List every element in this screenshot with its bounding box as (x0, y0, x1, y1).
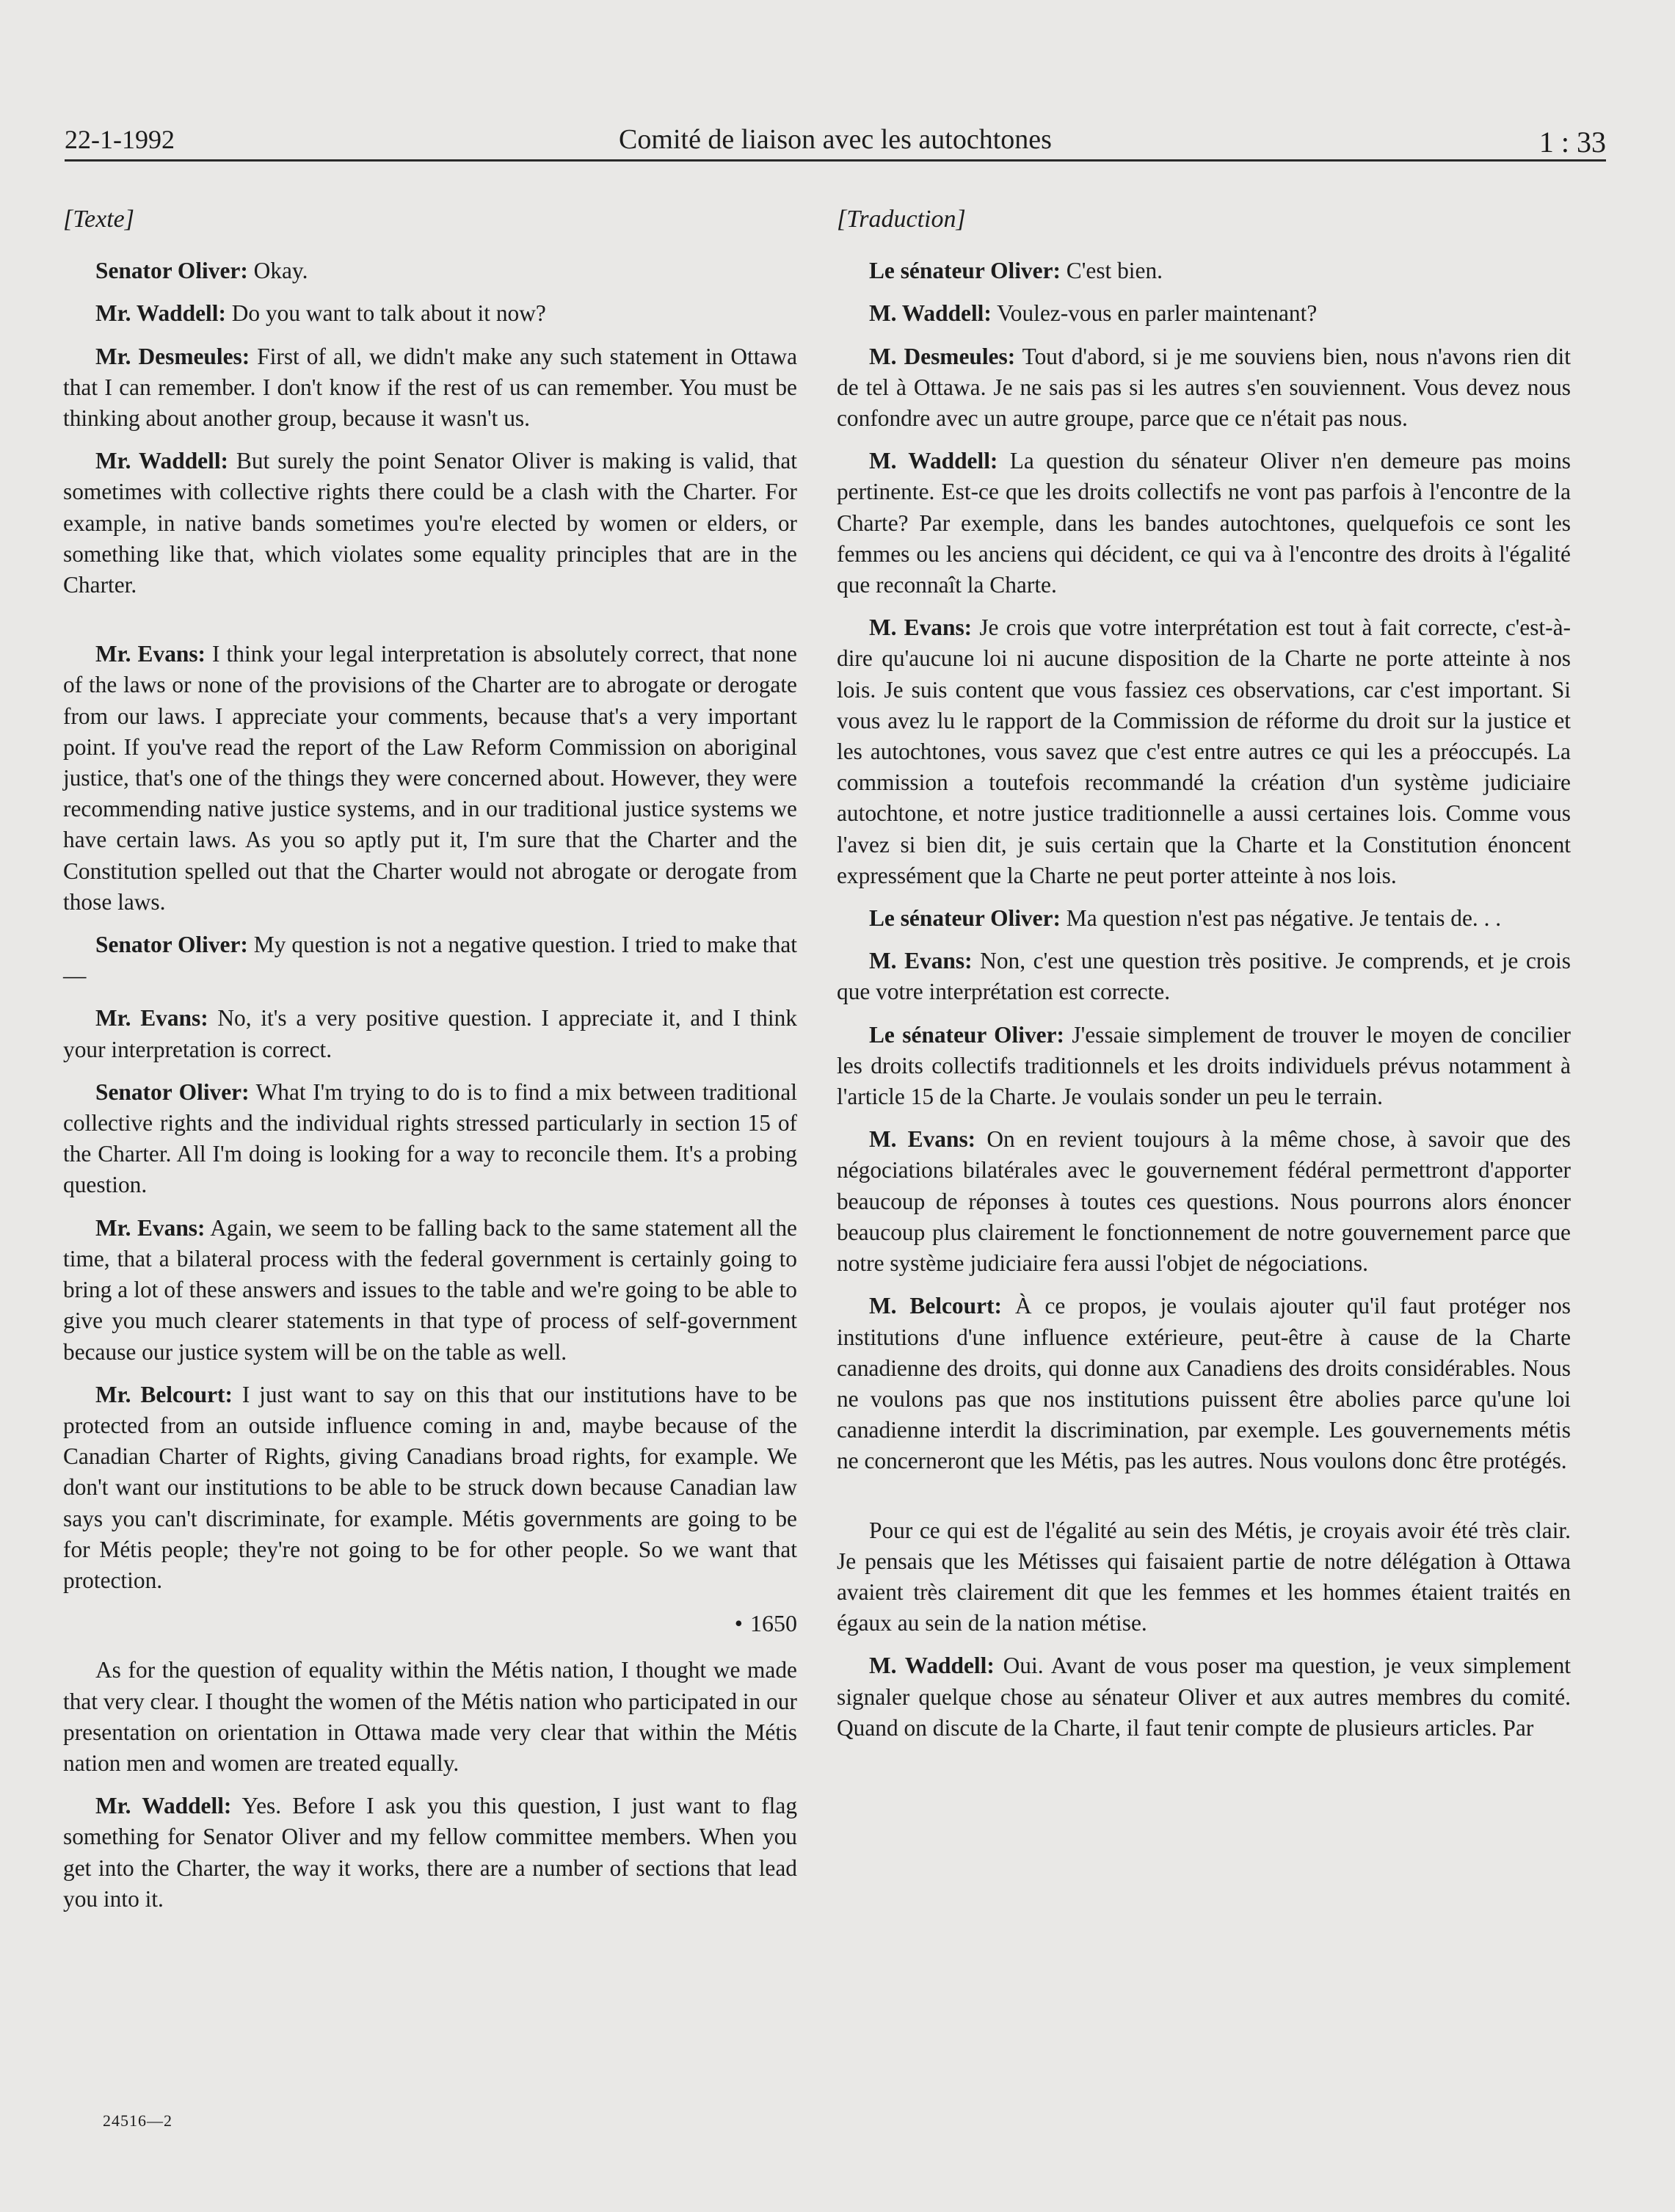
time-marker (63, 1608, 797, 1639)
paragraph (63, 255, 797, 286)
paragraph-text: Yes. Before I ask you this question, I just want to flag something for Senator Oliver and my fellow committee members. When you get into the Charter, the way it works, there are a number of sections that lead you into it. (63, 1793, 798, 1912)
speaker-name: Mr. Evans: (95, 641, 206, 667)
paragraph-text: Ma question n'est pas négative. Je tentais de. . . (1060, 905, 1502, 932)
paragraph (837, 946, 1571, 1007)
speaker-name: Le sénateur Oliver: (869, 258, 1061, 284)
column-label-traduction: [Traduction] (837, 206, 966, 233)
paragraph-text: Do you want to talk about it now? (225, 300, 546, 327)
paragraph (63, 341, 797, 435)
paragraph (837, 255, 1571, 286)
paragraph (63, 1213, 797, 1368)
header-rule (65, 159, 1606, 162)
paragraph-text: I just want to say on this that our institutions have to be protected from an outside influence coming in and, maybe because of the Canadian Charter of Rights, giving Canadians broad rights, for example. We don't want our institutions to be able to be struck down because Canadian law says you can't discriminate, for example. Métis governments are going to be for Métis people; they're not going to be for other people. So we want that protection. (63, 1381, 798, 1593)
paragraph-text: La question du sénateur Oliver n'en demeure pas moins pertinente. Est-ce que les droits collectifs ne vont pas parfois à l'encontre de la Charte? Par exemple, dans les bandes autochtones, quelquefois ce sont les femmes ou les anciens qui décident, ce qui va à l'encontre des droits à l'égalité que reconnaît la Charte. (837, 448, 1571, 598)
paragraph (837, 341, 1571, 435)
bullet-icon: • (734, 1610, 743, 1637)
paragraph (837, 1020, 1571, 1113)
paragraph-text: What I'm trying to do is to find a mix between traditional collective rights and the individual rights stressed particularly in section 15 of the Charter. All I'm doing is looking for a way to reconcile them. It's a probing question. (63, 1078, 797, 1198)
paragraph-text: Tout d'abord, si je me souviens bien, nous n'avons rien dit de tel à Ottawa. Je ne sais pas si les autres s'en souviennent. Vous devez nous confondre avec un autre groupe, parce que ce n'était pas nous. (837, 343, 1571, 432)
paragraph-text: Again, we seem to be falling back to the same statement all the time, that a bilateral process with the federal government is certainly going to bring a lot of these answers and issues to the table and we're going to be able to give you much clearer statements in that type of process of self-government because our justice system will be on the table as well. (63, 1214, 797, 1365)
paragraph-text: Non, c'est une question très positive. Je comprends, et je crois que votre interprétation est correcte. (837, 948, 1571, 1005)
french-column (837, 204, 1571, 1755)
paragraph (63, 1655, 797, 1779)
paragraph-text: À ce propos, je voulais ajouter qu'il faut protéger nos institutions d'une influence extérieure, peut-être à cause de la Charte canadienne des droits, qui donne aux Canadiens des droits considérables. Nous ne voulons pas que nos institutions puissent être abolies parce qu'une loi canadienne interdit la discrimination, par exemple. Les gouvernements métis ne concerneront que les Métis, pas les autres. Nous voulons donc être protégés. (837, 1293, 1571, 1474)
paragraph-text: As for the question of equality within the Métis nation, I thought we made that very clear. I thought the women of the Métis nation who participated in our presentation on orientation in Ottawa made very clear that within the Métis nation men and women are treated equally. (63, 1657, 797, 1776)
speaker-name: Mr. Desmeules: (95, 343, 250, 369)
speaker-name: M. Evans: (869, 948, 973, 974)
paragraph-text: J'essaie simplement de trouver le moyen de concilier les droits collectifs traditionnels et les droits individuels prévus notamment à l'article 15 de la Charte. Je voulais sonder un peu le terrain. (837, 1021, 1571, 1110)
paragraph (837, 1515, 1571, 1639)
speaker-name: Mr. Waddell: (95, 300, 226, 327)
speaker-name: Le sénateur Oliver: (869, 905, 1061, 932)
speaker-name: M. Evans: (869, 614, 973, 641)
speaker-name: Mr. Evans: (95, 1214, 206, 1241)
speaker-name: M. Waddell: (869, 1653, 995, 1679)
paragraph (63, 1003, 797, 1065)
paragraph (837, 903, 1571, 934)
paragraph-text: No, it's a very positive question. I appreciate it, and I think your interpretation is correct. (63, 1005, 797, 1062)
english-column (63, 204, 797, 1926)
paragraph (837, 446, 1571, 601)
column-label-texte: [Texte] (63, 206, 134, 233)
paragraph-text: Pour ce qui est de l'égalité au sein des Métis, je croyais avoir été très clair. Je pensais que les Métisses qui faisaient partie de notre délégation à Ottawa avaient très clairement dit que les femmes et les hommes étaient traités en égaux au sein de la nation métise. (837, 1517, 1571, 1636)
speaker-name: M. Evans: (869, 1126, 976, 1153)
time-marker-value: 1650 (750, 1610, 797, 1637)
header-title: Comité de liaison avec les autochtones (619, 124, 1052, 155)
paragraph-text: On en revient toujours à la même chose, à savoir que des négociations bilatérales avec le gouvernement fédéral permettront d'apporter beaucoup de réponses à toutes ces questions. Nous pourrons alors énoncer beaucoup plus clairement le fonctionnement de notre gouvernement parce que notre système judiciaire fera aussi l'objet de négociations. (837, 1126, 1571, 1277)
paragraph-text: Je crois que votre interprétation est tout à fait correcte, c'est-à-dire qu'aucune loi ni aucune disposition de la Charte ne porte atteinte à nos lois. Je suis content que vous fassiez ces observations, car c'est important. Si vous avez lu le rapport de la Commission de réforme du droit sur la justice et les autochtones, vous savez que c'est entre autres ce qui les a préoccupés. La commission a toutefois recommandé la création d'un système judiciaire autochtone, et notre justice traditionnelle a aussi certaines lois. Comme vous l'avez si bien dit, je suis certain que la Charte et la Constitution énoncent expressément que la Charte ne peut porter atteinte à nos lois. (837, 614, 1571, 888)
paragraph (63, 1379, 797, 1596)
paragraph (837, 1124, 1571, 1279)
paragraph-text: C'est bien. (1060, 258, 1163, 284)
header-date: 22-1-1992 (65, 125, 175, 154)
speaker-name: Senator Oliver: (95, 1078, 250, 1105)
paragraph-text: But surely the point Senator Oliver is making is valid, that sometimes with collective rights there could be a clash with the Charter. For example, in native bands sometimes you're elected by women or elders, or something like that, which violates some equality principles that are in the Charter. (63, 448, 797, 598)
speaker-name: M. Waddell: (869, 448, 998, 474)
paragraph-text: Voulez-vous en parler maintenant? (991, 300, 1318, 327)
paragraph (63, 446, 797, 601)
speaker-name: M. Waddell: (869, 300, 992, 327)
print-code: 24516—2 (103, 2111, 172, 2130)
paragraph (63, 1791, 797, 1915)
speaker-name: Mr. Evans: (95, 1005, 208, 1031)
page-header (65, 117, 1606, 162)
paragraph (63, 639, 797, 918)
paragraph (63, 1077, 797, 1201)
speaker-name: M. Desmeules: (869, 343, 1016, 369)
speaker-name: Mr. Waddell: (95, 448, 228, 474)
paragraph-text: I think your legal interpretation is absolutely correct, that none of the laws or none of the provisions of the Charter are to abrogate or derogate from our laws. I appreciate your comments, because that's a very important point. If you've read the report of the Law Reform Commission on aboriginal justice, that's one of the things they were concerned about. However, they were recommending native justice systems, and in our traditional justice systems we have certain laws. As you so aptly put it, I'm sure that the Charter and the Constitution spelled out that the Charter would not abrogate or derogate from those laws. (63, 641, 797, 915)
speaker-name: M. Belcourt: (869, 1293, 1002, 1319)
header-page-number: 1 : 33 (1538, 126, 1606, 159)
speaker-name: Le sénateur Oliver: (869, 1021, 1064, 1048)
paragraph-text: First of all, we didn't make any such statement in Ottawa that I can remember. I don't know if the rest of us can remember. You must be thinking about another group, because it wasn't us. (63, 343, 797, 432)
paragraph (837, 612, 1571, 891)
paragraph (63, 298, 797, 329)
speaker-name: Senator Oliver: (95, 932, 248, 958)
speaker-name: Mr. Waddell: (95, 1793, 232, 1819)
speaker-name: Senator Oliver: (95, 258, 248, 284)
paragraph-text: My question is not a negative question. I tried to make that— (63, 932, 798, 989)
paragraph-text: Oui. Avant de vous poser ma question, je veux simplement signaler quelque chose au sénateur Oliver et aux autres membres du comité. Quand on discute de la Charte, il faut tenir compte de plusieurs articles. Par (837, 1653, 1571, 1741)
paragraph (837, 298, 1571, 329)
paragraph-text: Okay. (247, 258, 308, 284)
paragraph (837, 1650, 1571, 1744)
speaker-name: Mr. Belcourt: (95, 1381, 233, 1407)
paragraph (63, 929, 797, 991)
paragraph (837, 1291, 1571, 1476)
